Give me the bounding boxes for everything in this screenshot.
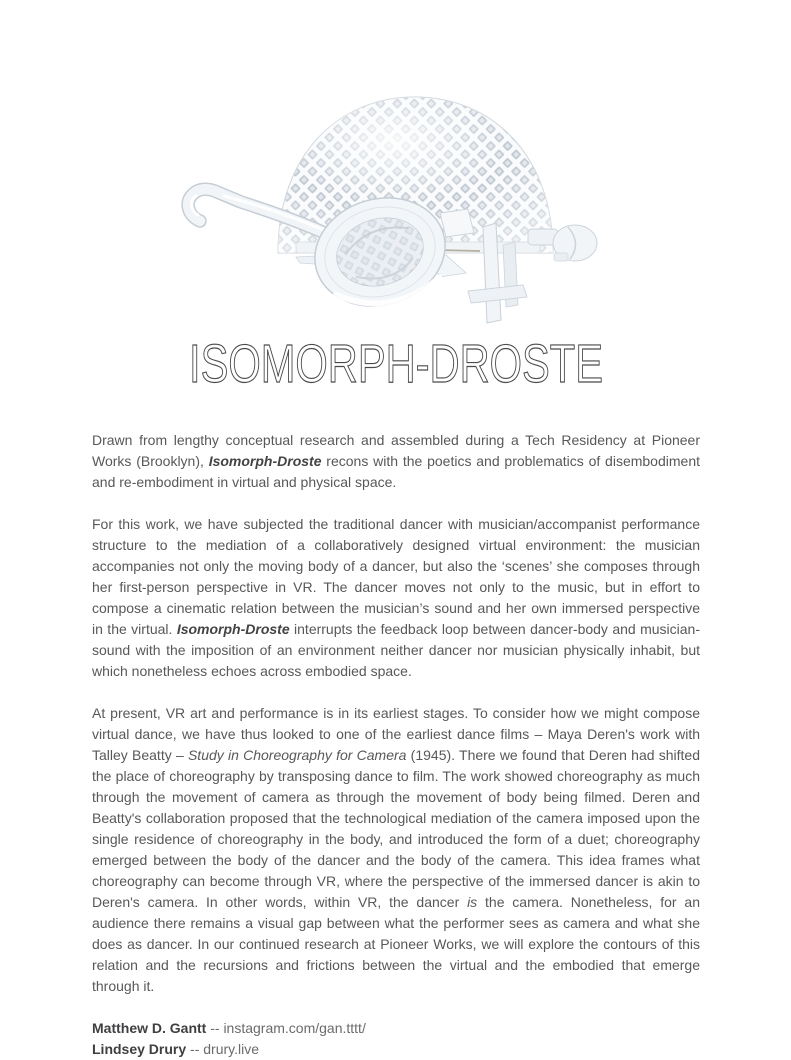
paragraph-segment: For this work, we have subjected the traditional dancer with musician/accompanist performance structure to the mediation of a collaboratively designed virtual environment: the musician accompanies not only the moving body of a dancer, but also the ‘scenes’ she composes through her first-person perspective in VR. The dancer moves not only to the music, but in effort to compose a cinematic relation between the musician’s sound and her own immersed perspective in the virtual.: [92, 516, 700, 637]
paragraph-segment: Study in Choreography for Camera: [187, 747, 407, 763]
goggle-hinge: [440, 209, 474, 237]
paragraph-segment: recons with the poetics and problematics of disembodiment and re-embodiment in virtual and physical space.: [92, 453, 700, 490]
credit-link: -- instagram.com/gan.tttt/: [206, 1020, 366, 1036]
page-title: ISOMORPH-DROSTE: [188, 334, 603, 394]
side-knob: [528, 225, 597, 261]
credit-name: Lindsey Drury: [92, 1041, 187, 1057]
credit-link: -- drury.live: [186, 1041, 259, 1057]
paragraph: [92, 430, 700, 493]
article-paragraphs: [92, 430, 700, 997]
credit-name: Matthew D. Gantt: [92, 1020, 207, 1036]
paragraph-segment: Isomorph-Droste: [176, 621, 290, 637]
credit-line: [92, 1039, 700, 1060]
hero-image: [178, 95, 628, 335]
hero-render-svg: [178, 95, 628, 335]
credit-line: [92, 1018, 700, 1039]
paragraph-segment: At present, VR art and performance is in its earliest stages. To consider how we might compose virtual dance, we have thus looked to one of the earliest dance films – Maya Deren's work with Talley Beatty –: [92, 705, 700, 763]
paragraph-segment: Isomorph-Droste: [208, 453, 322, 469]
page-title-svg: [86, 333, 706, 395]
paragraph: [92, 703, 700, 997]
credits: [92, 1018, 700, 1060]
article: [92, 430, 700, 1060]
paragraph-segment: the camera. Nonetheless, for an audience there remains a visual gap between what the performer sees as camera and what she does as dancer. In our continued research at Pioneer Works, we will explore the contours of this relation and the recursions and frictions between the virtual and the embodied that emerge through it.: [92, 894, 700, 994]
paragraph: [92, 514, 700, 682]
paragraph-segment: Drawn from lengthy conceptual research and assembled during a Tech Residency at Pioneer Works (Brooklyn),: [92, 432, 700, 469]
paragraph-segment: interrupts the feedback loop between dancer-body and musician-sound with the imposition of an environment neither dancer nor musician physically inhabit, but which nonetheless echoes across embodied space.: [92, 621, 701, 679]
paragraph-segment: (1945). There we found that Deren had shifted the place of choreography by transposing dance to film. The work showed choreography as much through the movement of camera as through the movement of body being filmed. Deren and Beatty's collaboration proposed that the technological mediation of the camera imposed upon the single residence of choreography in the body, and introduced the form of a duet; choreography emerged between the body of the dancer and the body of the camera. This idea frames what choreography can become through VR, where the perspective of the immersed dancer is akin to Deren's camera. In other words, within VR, the dancer: [92, 747, 701, 910]
paragraph-segment: is: [467, 894, 478, 910]
page-title-block: [0, 333, 791, 400]
